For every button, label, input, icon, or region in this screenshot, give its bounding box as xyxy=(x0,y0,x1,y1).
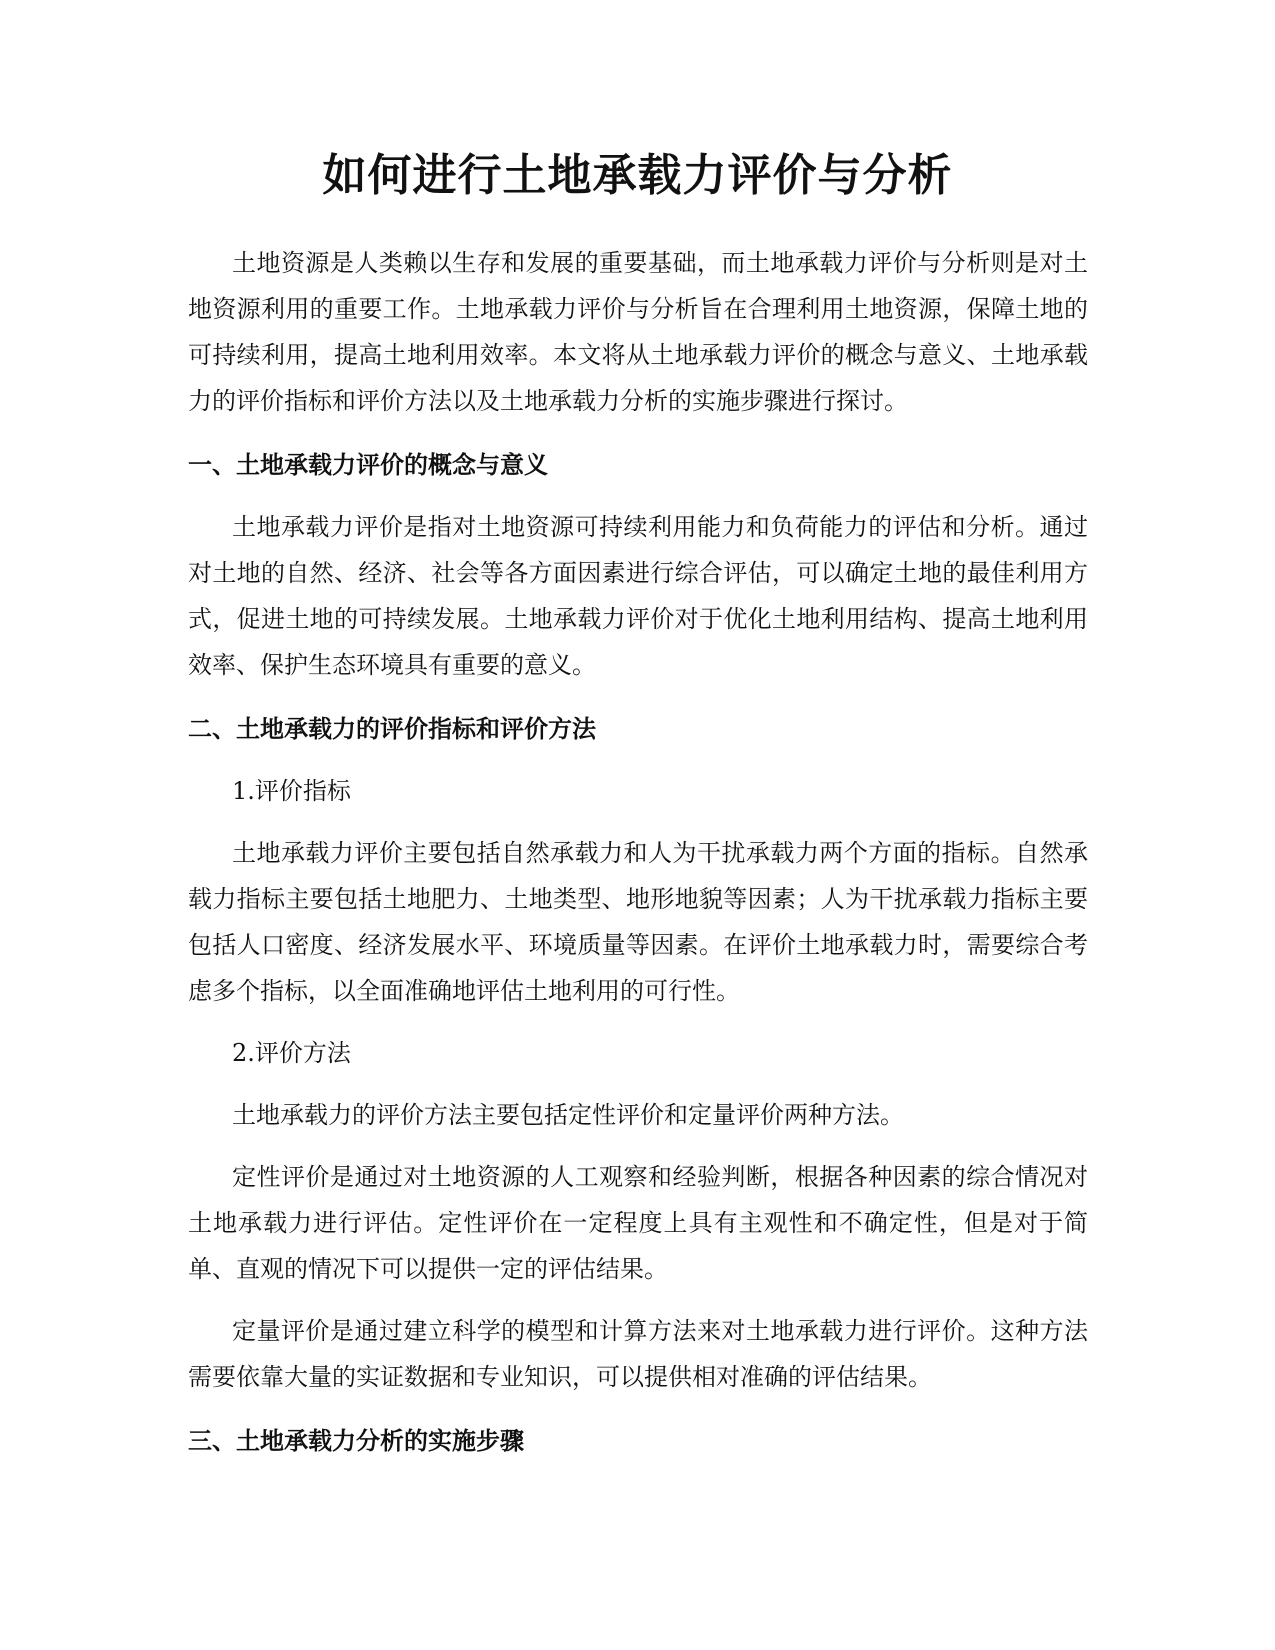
section-1-paragraph: 土地承载力评价是指对土地资源可持续利用能力和负荷能力的评估和分析。通过对土地的自然、经济、社会等各方面因素进行综合评估，可以确定土地的最佳利用方式，促进土地的可持续发展。土地承载力评价对于优化土地利用结构、提高土地利用效率、保护生态环境具有重要的意义。 xyxy=(188,513,1088,679)
subsection-methods-heading: 2.评价方法 xyxy=(232,1039,351,1067)
subsection-indicators-heading: 1.评价指标 xyxy=(232,777,351,805)
document-body xyxy=(188,240,1088,1464)
methods-paragraph-3: 定量评价是通过建立科学的模型和计算方法来对土地承载力进行评价。这种方法需要依靠大量的实证数据和专业知识，可以提供相对准确的评估结果。 xyxy=(188,1317,1088,1391)
section-3-heading: 三、土地承载力分析的实施步骤 xyxy=(188,1427,524,1455)
indicators-paragraph: 土地承载力评价主要包括自然承载力和人为干扰承载力两个方面的指标。自然承载力指标主要包括土地肥力、土地类型、地形地貌等因素；人为干扰承载力指标主要包括人口密度、经济发展水平、环境质量等因素。在评价土地承载力时，需要综合考虑多个指标，以全面准确地评估土地利用的可行性。 xyxy=(188,839,1088,1005)
document-title: 如何进行土地承载力评价与分析 xyxy=(322,150,953,201)
intro-paragraph: 土地资源是人类赖以生存和发展的重要基础，而土地承载力评价与分析则是对土地资源利用的重要工作。土地承载力评价与分析旨在合理利用土地资源，保障土地的可持续利用，提高土地利用效率。本文将从土地承载力评价的概念与意义、土地承载力的评价指标和评价方法以及土地承载力分析的实施步骤进行探讨。 xyxy=(188,249,1088,415)
methods-paragraph-2: 定性评价是通过对土地资源的人工观察和经验判断，根据各种因素的综合情况对土地承载力进行评估。定性评价在一定程度上具有主观性和不确定性，但是对于简单、直观的情况下可以提供一定的评估结果。 xyxy=(188,1163,1088,1283)
section-2-heading: 二、土地承载力的评价指标和评价方法 xyxy=(188,715,596,743)
methods-paragraph-1: 土地承载力的评价方法主要包括定性评价和定量评价两种方法。 xyxy=(232,1101,904,1129)
section-1-heading: 一、土地承载力评价的概念与意义 xyxy=(188,451,548,479)
